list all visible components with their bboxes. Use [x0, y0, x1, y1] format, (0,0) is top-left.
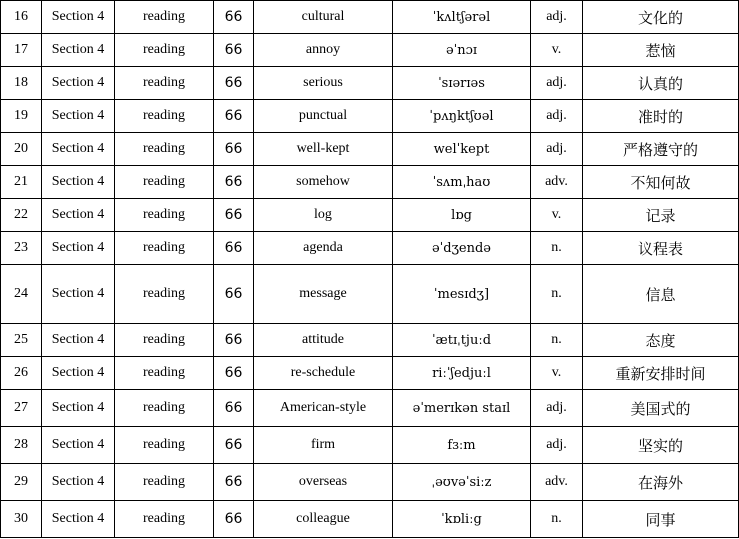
- page-cell: 66: [214, 232, 254, 265]
- table-row: [1, 100, 739, 133]
- row-number: 21: [1, 166, 42, 199]
- table-row: [1, 427, 739, 464]
- section-cell: Section 4: [42, 265, 115, 324]
- part-of-speech-cell: adj.: [531, 133, 583, 166]
- row-number: 16: [1, 1, 42, 34]
- page-cell: 66: [214, 67, 254, 100]
- page-cell: 66: [214, 501, 254, 538]
- type-cell: reading: [115, 427, 214, 464]
- part-of-speech-cell: n.: [531, 265, 583, 324]
- row-number: 29: [1, 464, 42, 501]
- word-cell: agenda: [254, 232, 393, 265]
- type-cell: reading: [115, 324, 214, 357]
- type-cell: reading: [115, 133, 214, 166]
- section-cell: Section 4: [42, 166, 115, 199]
- part-of-speech-cell: v.: [531, 357, 583, 390]
- page-cell: 66: [214, 1, 254, 34]
- word-cell: American-style: [254, 390, 393, 427]
- section-cell: Section 4: [42, 357, 115, 390]
- section-cell: Section 4: [42, 1, 115, 34]
- meaning-cell: 议程表: [583, 232, 739, 265]
- page-cell: 66: [214, 34, 254, 67]
- section-cell: Section 4: [42, 464, 115, 501]
- table-row: [1, 390, 739, 427]
- row-number: 28: [1, 427, 42, 464]
- page-cell: 66: [214, 133, 254, 166]
- table-row: [1, 67, 739, 100]
- word-cell: somehow: [254, 166, 393, 199]
- page-cell: 66: [214, 390, 254, 427]
- table-row: [1, 265, 739, 324]
- row-number: 23: [1, 232, 42, 265]
- table-row: [1, 34, 739, 67]
- meaning-cell: 严格遵守的: [583, 133, 739, 166]
- part-of-speech-cell: adv.: [531, 464, 583, 501]
- type-cell: reading: [115, 464, 214, 501]
- part-of-speech-cell: adv.: [531, 166, 583, 199]
- type-cell: reading: [115, 232, 214, 265]
- page-cell: 66: [214, 427, 254, 464]
- section-cell: Section 4: [42, 232, 115, 265]
- section-cell: Section 4: [42, 324, 115, 357]
- word-cell: colleague: [254, 501, 393, 538]
- page-cell: 66: [214, 324, 254, 357]
- type-cell: reading: [115, 265, 214, 324]
- meaning-cell: 信息: [583, 265, 739, 324]
- meaning-cell: 美国式的: [583, 390, 739, 427]
- table-row: [1, 166, 739, 199]
- section-cell: Section 4: [42, 100, 115, 133]
- meaning-cell: 记录: [583, 199, 739, 232]
- row-number: 19: [1, 100, 42, 133]
- section-cell: Section 4: [42, 427, 115, 464]
- row-number: 18: [1, 67, 42, 100]
- page-cell: 66: [214, 100, 254, 133]
- phonetic-cell: ˈpʌŋktʃʊəl: [393, 100, 531, 133]
- phonetic-cell: əˈdʒendə: [393, 232, 531, 265]
- phonetic-cell: ˈsʌmˌhaʊ: [393, 166, 531, 199]
- meaning-cell: 惹恼: [583, 34, 739, 67]
- word-cell: re-schedule: [254, 357, 393, 390]
- phonetic-cell: ˈmesɪdʒ]: [393, 265, 531, 324]
- word-cell: overseas: [254, 464, 393, 501]
- section-cell: Section 4: [42, 199, 115, 232]
- row-number: 26: [1, 357, 42, 390]
- table-row: [1, 232, 739, 265]
- type-cell: reading: [115, 1, 214, 34]
- phonetic-cell: fɜːm: [393, 427, 531, 464]
- section-cell: Section 4: [42, 501, 115, 538]
- type-cell: reading: [115, 501, 214, 538]
- page-cell: 66: [214, 464, 254, 501]
- part-of-speech-cell: n.: [531, 501, 583, 538]
- meaning-cell: 坚实的: [583, 427, 739, 464]
- row-number: 30: [1, 501, 42, 538]
- phonetic-cell: ˌəʊvəˈsiːz: [393, 464, 531, 501]
- word-cell: message: [254, 265, 393, 324]
- phonetic-cell: riːˈʃedjuːl: [393, 357, 531, 390]
- phonetic-cell: əˈmerɪkən staɪl: [393, 390, 531, 427]
- phonetic-cell: ˈkɒliːg: [393, 501, 531, 538]
- type-cell: reading: [115, 166, 214, 199]
- meaning-cell: 认真的: [583, 67, 739, 100]
- meaning-cell: 同事: [583, 501, 739, 538]
- part-of-speech-cell: v.: [531, 199, 583, 232]
- part-of-speech-cell: adj.: [531, 67, 583, 100]
- type-cell: reading: [115, 199, 214, 232]
- meaning-cell: 不知何故: [583, 166, 739, 199]
- word-cell: cultural: [254, 1, 393, 34]
- meaning-cell: 态度: [583, 324, 739, 357]
- page-cell: 66: [214, 265, 254, 324]
- page-cell: 66: [214, 199, 254, 232]
- part-of-speech-cell: adj.: [531, 390, 583, 427]
- type-cell: reading: [115, 390, 214, 427]
- word-cell: attitude: [254, 324, 393, 357]
- part-of-speech-cell: adj.: [531, 427, 583, 464]
- part-of-speech-cell: v.: [531, 34, 583, 67]
- row-number: 20: [1, 133, 42, 166]
- phonetic-cell: ˈsɪərɪəs: [393, 67, 531, 100]
- type-cell: reading: [115, 67, 214, 100]
- phonetic-cell: ˈkʌltʃərəl: [393, 1, 531, 34]
- row-number: 17: [1, 34, 42, 67]
- page-cell: 66: [214, 166, 254, 199]
- row-number: 22: [1, 199, 42, 232]
- type-cell: reading: [115, 100, 214, 133]
- type-cell: reading: [115, 357, 214, 390]
- word-cell: punctual: [254, 100, 393, 133]
- part-of-speech-cell: n.: [531, 324, 583, 357]
- row-number: 25: [1, 324, 42, 357]
- word-cell: serious: [254, 67, 393, 100]
- phonetic-cell: ˈætɪˌtjuːd: [393, 324, 531, 357]
- row-number: 27: [1, 390, 42, 427]
- word-cell: annoy: [254, 34, 393, 67]
- section-cell: Section 4: [42, 34, 115, 67]
- table-row: [1, 501, 739, 538]
- row-number: 24: [1, 265, 42, 324]
- section-cell: Section 4: [42, 390, 115, 427]
- table-row: [1, 357, 739, 390]
- table-row: [1, 1, 739, 34]
- part-of-speech-cell: adj.: [531, 100, 583, 133]
- table-row: [1, 199, 739, 232]
- section-cell: Section 4: [42, 67, 115, 100]
- table-row: [1, 464, 739, 501]
- page-cell: 66: [214, 357, 254, 390]
- table-row: [1, 324, 739, 357]
- word-cell: firm: [254, 427, 393, 464]
- meaning-cell: 在海外: [583, 464, 739, 501]
- meaning-cell: 重新安排时间: [583, 357, 739, 390]
- section-cell: Section 4: [42, 133, 115, 166]
- meaning-cell: 文化的: [583, 1, 739, 34]
- part-of-speech-cell: adj.: [531, 1, 583, 34]
- phonetic-cell: welˈkept: [393, 133, 531, 166]
- type-cell: reading: [115, 34, 214, 67]
- vocabulary-table-body: [1, 1, 739, 538]
- table-row: [1, 133, 739, 166]
- word-cell: well-kept: [254, 133, 393, 166]
- phonetic-cell: əˈnɔɪ: [393, 34, 531, 67]
- part-of-speech-cell: n.: [531, 232, 583, 265]
- phonetic-cell: lɒg: [393, 199, 531, 232]
- meaning-cell: 准时的: [583, 100, 739, 133]
- word-cell: log: [254, 199, 393, 232]
